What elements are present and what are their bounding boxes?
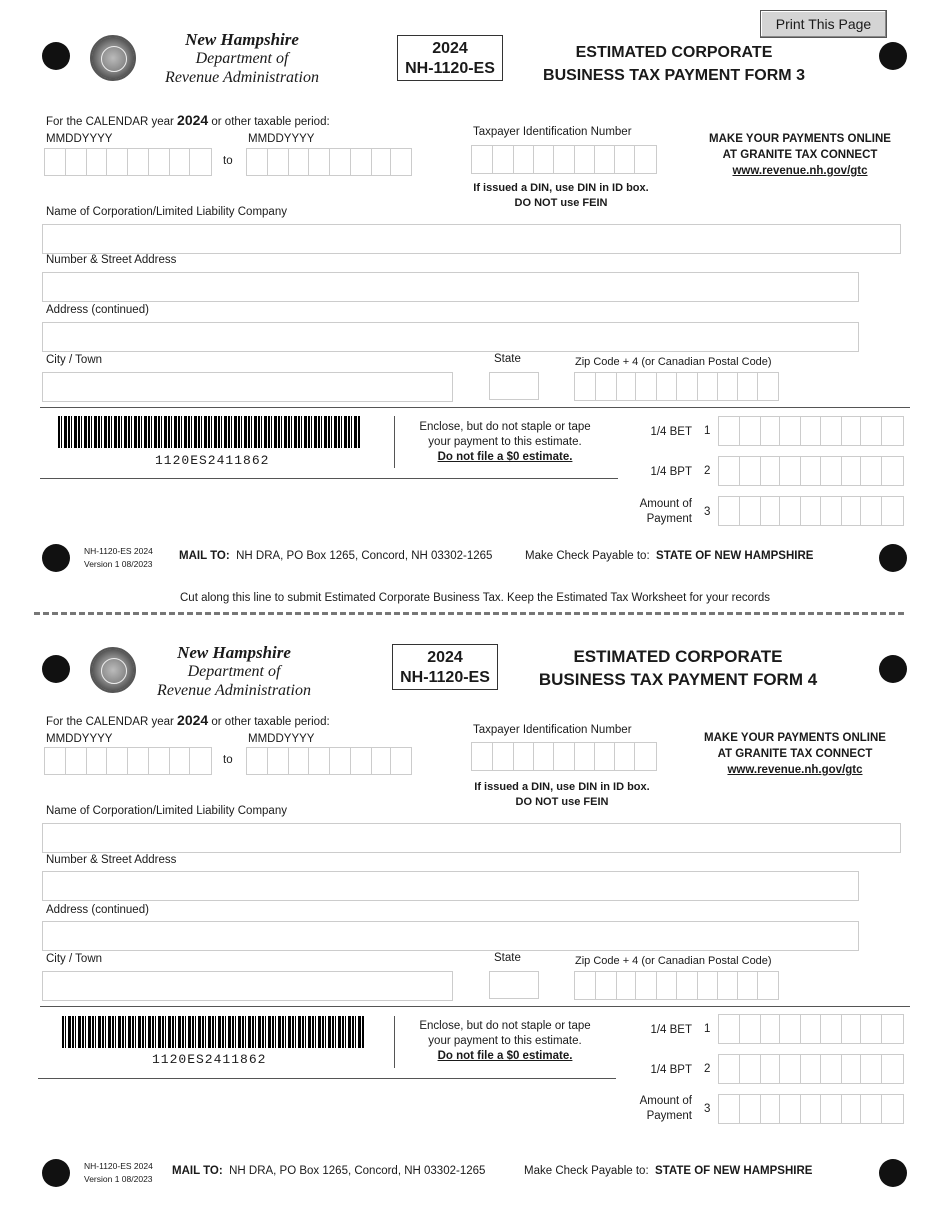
barcode-number: 1120ES2411862 xyxy=(152,1052,267,1067)
line1-number: 1 xyxy=(704,425,711,437)
bpt-amount-input[interactable] xyxy=(718,1054,904,1084)
agency-name: New Hampshire Department of Revenue Administration xyxy=(165,30,319,86)
city-input[interactable] xyxy=(42,372,453,402)
form-number-box: 2024 NH-1120-ES xyxy=(397,35,503,81)
form-title: ESTIMATED CORPORATE BUSINESS TAX PAYMENT FORM 3 xyxy=(543,44,805,84)
granite-tax-link[interactable]: www.revenue.nh.gov/gtc xyxy=(727,764,863,776)
din-note: If issued a DIN, use DIN in ID box. DO NOT use FEIN xyxy=(473,182,649,209)
divider xyxy=(40,478,618,479)
to-date-input[interactable] xyxy=(246,747,412,775)
line2-label: 1/4 BPT xyxy=(650,1064,692,1076)
mail-to: MAIL TO: NH DRA, PO Box 1265, Concord, NH 03302-1265 xyxy=(172,1165,486,1177)
registration-dot xyxy=(42,42,70,70)
payment-amount-input[interactable] xyxy=(718,1094,904,1124)
online-payment-notice: MAKE YOUR PAYMENTS ONLINE AT GRANITE TAX CONNECT www.revenue.nh.gov/gtc xyxy=(709,133,891,177)
line3-number: 3 xyxy=(704,506,711,518)
street-label: Number & Street Address xyxy=(46,854,177,866)
form-version: NH-1120-ES 2024 Version 1 08/2023 xyxy=(84,1161,153,1184)
tin-label: Taxpayer Identification Number xyxy=(473,724,632,736)
check-payable: Make Check Payable to: STATE OF NEW HAMPSHIRE xyxy=(524,1165,813,1177)
form-title: ESTIMATED CORPORATE BUSINESS TAX PAYMENT FORM 4 xyxy=(538,647,818,689)
state-input[interactable] xyxy=(489,971,539,999)
street-address-input[interactable] xyxy=(42,272,859,302)
city-input[interactable] xyxy=(42,971,453,1001)
taxable-period-label: For the CALENDAR year 2024 or other taxable period: xyxy=(46,712,330,728)
registration-dot xyxy=(42,1159,70,1187)
payment-amount-input[interactable] xyxy=(718,496,904,526)
divider xyxy=(394,416,395,468)
street-address-input[interactable] xyxy=(42,871,859,901)
line3-label: Amount of Payment xyxy=(639,1095,692,1122)
enclose-instructions: Enclose, but do not staple or tape your payment to this estimate. Do not file a $0 estimate. xyxy=(419,421,591,463)
state-label: State xyxy=(494,353,521,365)
taxable-period-label: For the CALENDAR year 2024 or other taxable period: xyxy=(46,112,330,128)
granite-tax-link[interactable]: www.revenue.nh.gov/gtc xyxy=(732,165,868,177)
agency-name: New Hampshire Department of Revenue Administration xyxy=(157,643,311,699)
cut-line-instructions: Cut along this line to submit Estimated Corporate Business Tax. Keep the Estimated Tax Worksheet for your records xyxy=(180,592,770,604)
to-label: to xyxy=(223,155,233,167)
name-label: Name of Corporation/Limited Liability Company xyxy=(46,206,287,218)
registration-dot xyxy=(42,544,70,572)
from-date-format: MMDDYYYY xyxy=(46,133,113,145)
registration-dot xyxy=(879,42,907,70)
divider xyxy=(40,407,910,408)
to-date-input[interactable] xyxy=(246,148,412,176)
address-cont-label: Address (continued) xyxy=(46,304,149,316)
from-date-input[interactable] xyxy=(44,747,212,775)
line3-label: Amount of Payment xyxy=(639,498,692,525)
check-payable: Make Check Payable to: STATE OF NEW HAMPSHIRE xyxy=(525,550,814,562)
from-date-input[interactable] xyxy=(44,148,212,176)
bpt-amount-input[interactable] xyxy=(718,456,904,486)
zip-label: Zip Code + 4 (or Canadian Postal Code) xyxy=(575,356,772,368)
address-continued-input[interactable] xyxy=(42,322,859,352)
line1-number: 1 xyxy=(704,1023,711,1035)
to-label: to xyxy=(223,754,233,766)
address-cont-label: Address (continued) xyxy=(46,904,149,916)
enclose-instructions: Enclose, but do not staple or tape your payment to this estimate. Do not file a $0 estimate. xyxy=(419,1020,591,1062)
state-input[interactable] xyxy=(489,372,539,400)
zip-input[interactable] xyxy=(574,372,779,401)
divider xyxy=(40,1006,910,1007)
bet-amount-input[interactable] xyxy=(718,1014,904,1044)
print-page-button[interactable]: Print This Page xyxy=(760,10,887,38)
zip-input[interactable] xyxy=(574,971,779,1000)
bet-amount-input[interactable] xyxy=(718,416,904,446)
street-label: Number & Street Address xyxy=(46,254,177,266)
form-version: NH-1120-ES 2024 Version 1 08/2023 xyxy=(84,546,153,569)
online-payment-notice: MAKE YOUR PAYMENTS ONLINE AT GRANITE TAX CONNECT www.revenue.nh.gov/gtc xyxy=(704,732,886,776)
corporation-name-input[interactable] xyxy=(42,823,901,853)
divider xyxy=(394,1016,395,1068)
state-label: State xyxy=(494,952,521,964)
registration-dot xyxy=(879,655,907,683)
state-seal-icon xyxy=(90,35,136,81)
corporation-name-input[interactable] xyxy=(42,224,901,254)
name-label: Name of Corporation/Limited Liability Company xyxy=(46,805,287,817)
city-label: City / Town xyxy=(46,953,103,965)
zip-label: Zip Code + 4 (or Canadian Postal Code) xyxy=(575,955,772,967)
registration-dot xyxy=(879,544,907,572)
line3-number: 3 xyxy=(704,1103,711,1115)
line2-label: 1/4 BPT xyxy=(650,466,692,478)
registration-dot xyxy=(879,1159,907,1187)
cut-line xyxy=(34,612,904,615)
barcode-number: 1120ES2411862 xyxy=(155,453,270,468)
tin-label: Taxpayer Identification Number xyxy=(473,126,632,138)
city-label: City / Town xyxy=(46,354,103,366)
form-number-box: 2024 NH-1120-ES xyxy=(392,644,498,690)
divider xyxy=(38,1078,616,1079)
line2-number: 2 xyxy=(704,1063,711,1075)
barcode xyxy=(58,416,360,448)
registration-dot xyxy=(42,655,70,683)
mail-to: MAIL TO: NH DRA, PO Box 1265, Concord, NH 03302-1265 xyxy=(179,550,493,562)
line2-number: 2 xyxy=(704,465,711,477)
to-date-format: MMDDYYYY xyxy=(248,733,315,745)
line1-label: 1/4 BET xyxy=(650,426,692,438)
barcode xyxy=(62,1016,364,1048)
din-note: If issued a DIN, use DIN in ID box. DO NOT use FEIN xyxy=(474,781,650,808)
to-date-format: MMDDYYYY xyxy=(248,133,315,145)
tin-input[interactable] xyxy=(471,145,657,174)
address-continued-input[interactable] xyxy=(42,921,859,951)
from-date-format: MMDDYYYY xyxy=(46,733,113,745)
line1-label: 1/4 BET xyxy=(650,1024,692,1036)
tin-input[interactable] xyxy=(471,742,657,771)
